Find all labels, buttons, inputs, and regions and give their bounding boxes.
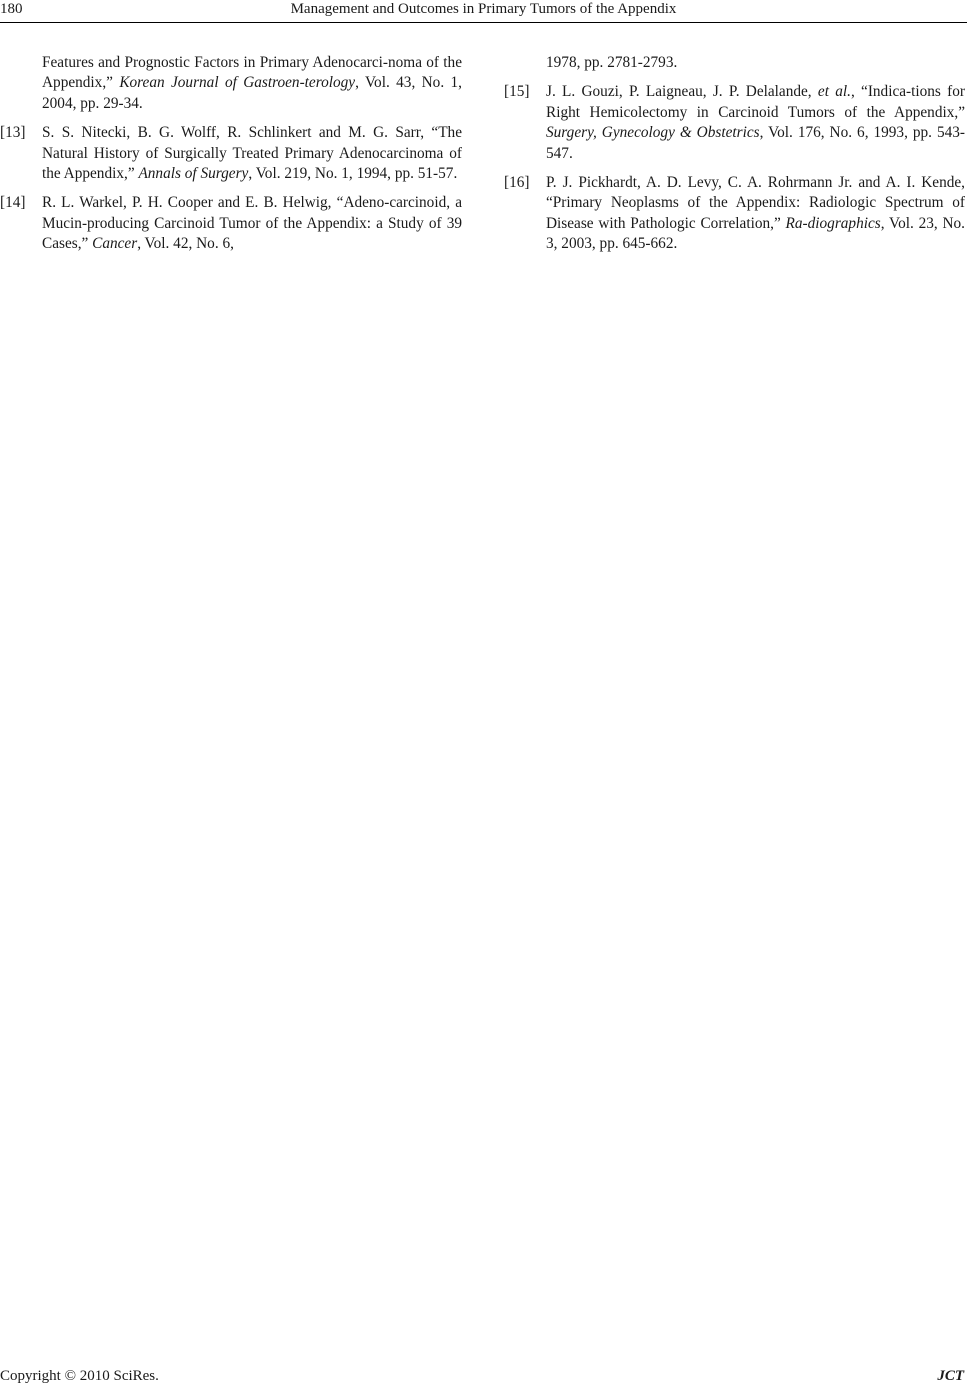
reference-number: [13] <box>0 124 26 142</box>
continuation-text: Features and Prognostic Factors in Primary Adenocarci-noma of the Appendix,” <box>42 54 462 92</box>
reference-authors: J. L. Gouzi, P. Laigneau, J. P. Delalande, <box>546 83 818 101</box>
reference-number: [16] <box>504 174 530 192</box>
continuation-text: 1978, pp. 2781-2793. <box>546 54 678 71</box>
et-al: et al. <box>817 83 851 101</box>
page-number: 180 <box>0 1 23 17</box>
right-column <box>504 53 965 264</box>
copyright-notice: Copyright © 2010 SciRes. <box>0 1368 159 1384</box>
reference-item-16 <box>504 173 965 255</box>
left-column <box>0 53 462 264</box>
reference-authors-title: P. J. Pickhardt, A. D. Levy, C. A. Rohrmann Jr. and A. I. Kende, “Primary Neoplasms of the Appendix: Radiologic Spectrum of Disease with Pathologic Correlation,” <box>546 174 965 232</box>
reference-details: , Vol. 176, No. 6, 1993, pp. 543-547. <box>546 124 965 162</box>
journal-title: Annals of Surgery <box>138 165 249 183</box>
reference-details: , Vol. 23, No. 3, 2003, pp. 645-662. <box>546 214 965 253</box>
page-footer <box>0 1366 967 1386</box>
running-title: Management and Outcomes in Primary Tumors of the Appendix <box>290 1 677 17</box>
reference-number: [15] <box>504 83 530 101</box>
continuation-details: , Vol. 43, No. 1, 2004, pp. 29-34. <box>42 74 462 112</box>
reference-item-14 <box>0 193 462 254</box>
reference-authors-title: R. L. Warkel, P. H. Cooper and E. B. Helwig, “Adeno-carcinoid, a Mucin-producing Carcinoid Tumor of the Appendix: a Study of 39 Cases,” <box>42 194 462 253</box>
reference-details: , Vol. 219, No. 1, 1994, pp. 51-57. <box>248 165 458 183</box>
journal-title: Korean Journal of Gastroen-terology <box>119 74 356 92</box>
journal-title: Ra-diographics <box>785 214 881 232</box>
journal-title: Cancer <box>92 235 138 253</box>
reference-details: , Vol. 42, No. 6, <box>137 235 234 253</box>
reference-continuation <box>0 53 462 114</box>
journal-title: Surgery, Gynecology & Obstetrics <box>546 124 760 142</box>
journal-abbreviation: JCT <box>937 1368 964 1384</box>
reference-number: [14] <box>0 194 26 212</box>
reference-title: , “Indica-tions for Right Hemicolectomy in Carcinoid Tumors of the Appendix,” <box>546 83 965 121</box>
reference-continuation <box>504 53 965 73</box>
page-header <box>0 0 967 23</box>
reference-item-15 <box>504 82 965 164</box>
reference-authors-title: S. S. Nitecki, B. G. Wolff, R. Schlinkert and M. G. Sarr, “The Natural History of Surgically Treated Primary Adenocarcinoma of the Appendix,” <box>42 124 462 183</box>
reference-item-13 <box>0 123 462 184</box>
